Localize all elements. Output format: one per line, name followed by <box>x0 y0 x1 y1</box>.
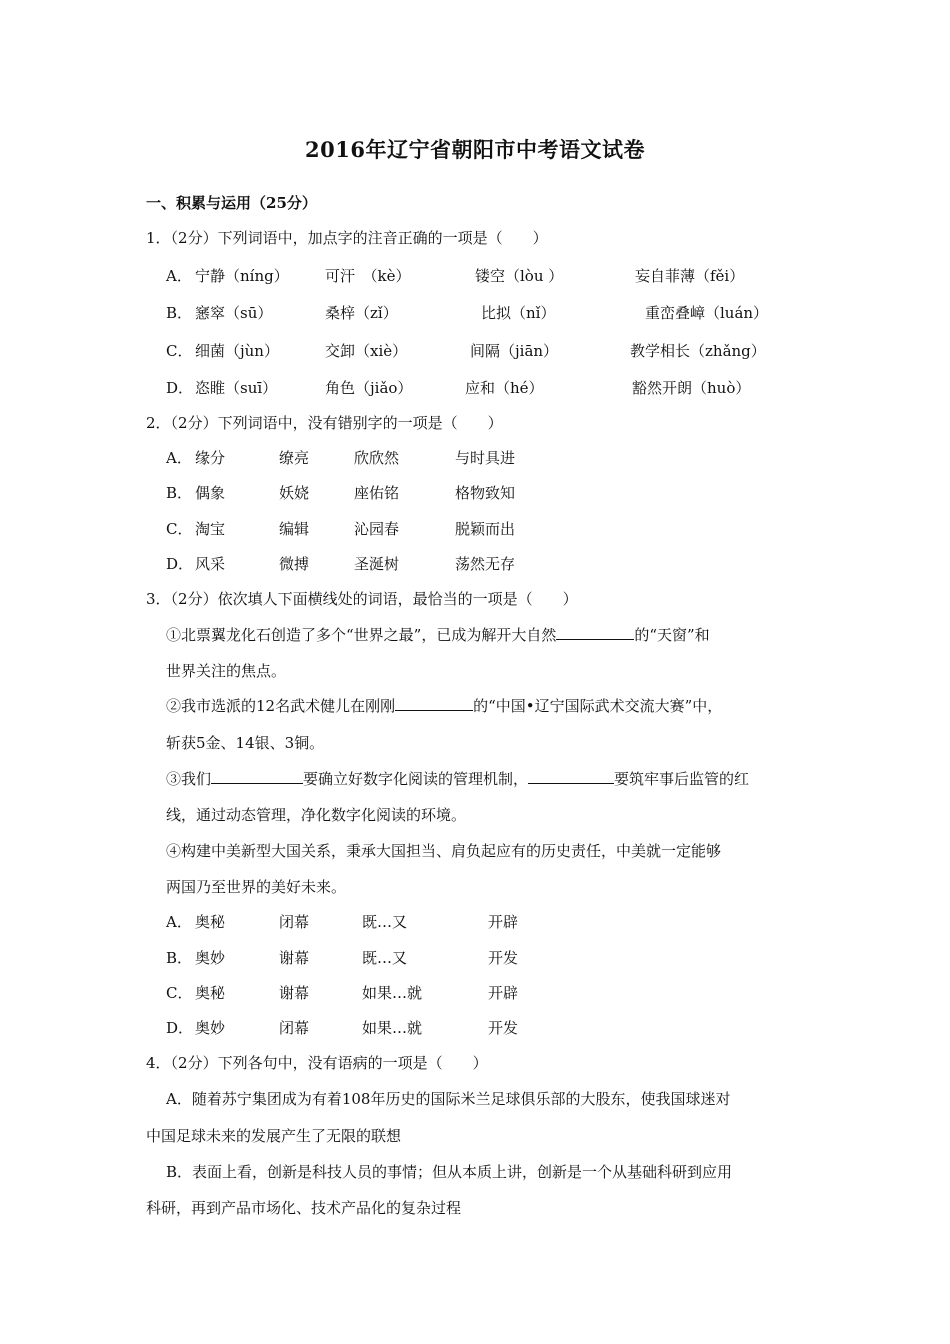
sentence-2-cont: 斩获5金、14银、3铜。 <box>166 734 325 752</box>
option-a-line-1: A．随着苏宁集团成为有着108年历史的国际米兰足球俱乐部的大股东，使我国球迷对 <box>166 1090 731 1108</box>
option-label: C． <box>166 342 193 360</box>
option-item: 妖娆 <box>279 484 310 502</box>
option-item: 开发 <box>488 949 519 967</box>
option-item: 格物致知 <box>455 484 516 502</box>
option-label: B． <box>166 949 193 967</box>
option-label: C． <box>166 984 193 1002</box>
option-item: 圣涎树 <box>354 555 400 573</box>
sentence-4: ④构建中美新型大国关系，秉承大国担当、肩负起应有的历史责任，中美就一定能够 <box>166 842 722 860</box>
option-item: 风采 <box>195 555 226 573</box>
option-item: 开发 <box>488 1019 519 1037</box>
sentence-3-cont: 线，通过动态管理，净化数字化阅读的环境。 <box>166 806 467 824</box>
option-item: 如果…就 <box>362 984 423 1002</box>
option-label: B． <box>166 484 193 502</box>
sentence-text: 要筑牢事后监管的红 <box>614 770 750 788</box>
sentence-3 <box>166 768 749 789</box>
option-item: 桑梓（zǐ） <box>325 304 398 322</box>
option-a-line-2: 中国足球未来的发展产生了无限的联想 <box>146 1127 402 1145</box>
question-3-stem: 3．（2分）依次填人下面横线处的词语，最恰当的一项是（ ） <box>146 590 578 608</box>
option-item: 恣睢（suī） <box>195 379 278 397</box>
fill-blank <box>556 624 634 640</box>
option-label: D． <box>166 379 194 397</box>
page-title: 2016年辽宁省朝阳市中考语文试卷 <box>305 137 645 162</box>
option-item: 既…又 <box>362 949 408 967</box>
sentence-1-cont: 世界关注的焦点。 <box>166 662 287 680</box>
option-item: 与时具进 <box>455 449 516 467</box>
fill-blank <box>211 768 303 784</box>
option-label: D． <box>166 555 194 573</box>
question-4-stem: 4．（2分）下列各句中，没有语病的一项是（ ） <box>146 1054 488 1072</box>
option-item: 沁园春 <box>354 520 400 538</box>
option-item: 教学相长（zhǎng） <box>630 342 766 360</box>
option-item: 比拟（nǐ） <box>481 304 556 322</box>
fill-blank <box>395 695 473 711</box>
sentence-2 <box>166 695 722 716</box>
option-item: 重峦叠嶂（luán） <box>645 304 769 322</box>
option-item: 奥妙 <box>195 1019 226 1037</box>
option-item: 闭幕 <box>279 913 310 931</box>
option-item: 豁然开朗（huò） <box>632 379 751 397</box>
option-b-line-1: B．表面上看，创新是科技人员的事情；但从本质上讲，创新是一个从基础科研到应用 <box>166 1163 733 1181</box>
option-item: 座佑铭 <box>354 484 400 502</box>
sentence-4-cont: 两国乃至世界的美好未来。 <box>166 878 347 896</box>
option-item: 细菌（jùn） <box>195 342 279 360</box>
fill-blank <box>528 768 614 784</box>
sentence-1 <box>166 624 710 645</box>
option-item: 如果…就 <box>362 1019 423 1037</box>
option-label: A． <box>166 913 192 931</box>
option-item: 开辟 <box>488 984 519 1002</box>
option-item: 缭亮 <box>279 449 310 467</box>
option-label: A． <box>166 449 192 467</box>
section-heading: 一、积累与运用（25分） <box>146 194 317 212</box>
option-item: 妄自菲薄（fěi） <box>635 267 745 285</box>
option-item: 谢幕 <box>279 984 310 1002</box>
option-item: 交卸（xiè） <box>325 342 408 360</box>
option-label: B． <box>166 304 193 322</box>
option-item: 应和（hé） <box>465 379 544 397</box>
option-item: 编辑 <box>279 520 310 538</box>
option-label: C． <box>166 520 193 538</box>
sentence-text: 的“天窗”和 <box>634 626 710 644</box>
option-item: 闭幕 <box>279 1019 310 1037</box>
option-label: D． <box>166 1019 194 1037</box>
option-b-line-2: 科研，再到产品市场化、技术产品化的复杂过程 <box>146 1199 462 1217</box>
option-item: 既…又 <box>362 913 408 931</box>
option-item: 间隔（jiān） <box>470 342 559 360</box>
option-item: 欣欣然 <box>354 449 400 467</box>
option-item: 角色（jiǎo） <box>325 379 413 397</box>
sentence-text: ①北票翼龙化石创造了多个“世界之最”，已成为解开大自然 <box>166 626 557 644</box>
option-item: 谢幕 <box>279 949 310 967</box>
option-item: 缘分 <box>195 449 226 467</box>
option-item: 微搏 <box>279 555 310 573</box>
option-item: 宁静（níng） <box>195 267 289 285</box>
option-item: 奥妙 <box>195 949 226 967</box>
option-item: 开辟 <box>488 913 519 931</box>
option-item: 脱颖而出 <box>455 520 516 538</box>
option-item: 可汗 （kè） <box>325 267 411 285</box>
sentence-text: 要确立好数字化阅读的管理机制， <box>303 770 529 788</box>
option-item: 荡然无存 <box>455 555 516 573</box>
sentence-text: ③我们 <box>166 770 212 788</box>
sentence-text: ②我市选派的12名武术健儿在刚刚 <box>166 697 396 715</box>
option-item: 窸窣（sū） <box>195 304 273 322</box>
option-item: 奥秘 <box>195 913 226 931</box>
question-1-stem: 1．（2分）下列词语中，加点字的注音正确的一项是（ ） <box>146 229 548 247</box>
option-item: 奥秘 <box>195 984 226 1002</box>
option-item: 淘宝 <box>195 520 226 538</box>
option-label: A． <box>166 267 192 285</box>
sentence-text: 的“中国•辽宁国际武术交流大赛”中， <box>473 697 723 715</box>
option-item: 镂空（lòu ） <box>475 267 564 285</box>
option-item: 偶象 <box>195 484 226 502</box>
question-2-stem: 2．（2分）下列词语中，没有错别字的一项是（ ） <box>146 414 503 432</box>
